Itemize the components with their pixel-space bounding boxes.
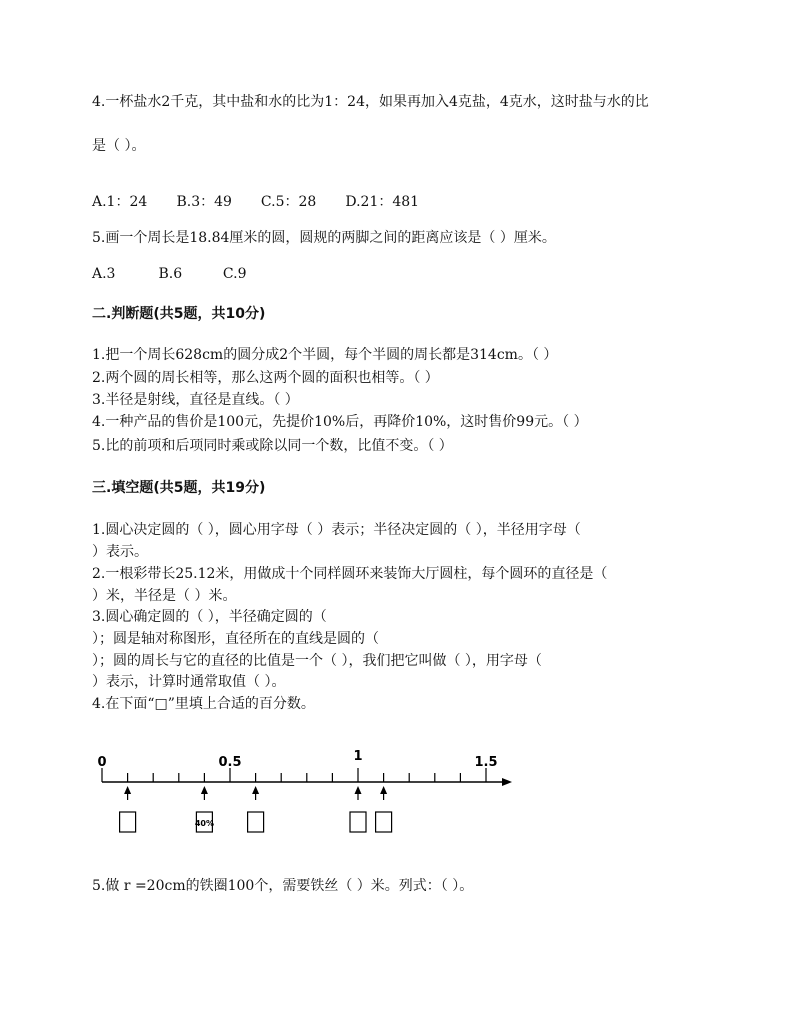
q5-option-c: C.9 — [222, 266, 247, 282]
section3-line: ）表示，计算时通常取值（ ）。 — [92, 674, 286, 690]
up-arrow-icon — [252, 786, 259, 794]
section2-title: 二.判断题(共5题，共10分) — [92, 306, 266, 322]
q5-option-b: B.6 — [158, 266, 183, 282]
section2-item: 5.比的前项和后项同时乘或除以同一个数，比值不变。（ ） — [92, 438, 453, 454]
section3-last: 5.做 r =20cm的铁圈100个，需要铁丝（ ）米。列式：（ ）。 — [92, 878, 474, 894]
q4-line2: 是（ ）。 — [92, 138, 146, 154]
section2-item: 1.把一个周长628cm的圆分成2个半圆，每个半圆的周长都是314cm。（ ） — [92, 347, 558, 363]
answer-box-text: 40% — [194, 819, 214, 828]
section2-item: 2.两个圆的周长相等，那么这两个圆的面积也相等。（ ） — [92, 370, 439, 386]
q4-line1: 4.一杯盐水2千克，其中盐和水的比为1：24，如果再加入4克盐，4克水，这时盐与水的比 — [92, 94, 649, 110]
q4-option-d: D.21：481 — [345, 194, 420, 210]
number-line-label: 1.5 — [474, 755, 498, 770]
up-arrow-icon — [124, 786, 131, 794]
q4-option-a: A.1：24 — [92, 194, 148, 210]
up-arrow-icon — [201, 786, 208, 794]
q4-option-c: C.5：28 — [260, 194, 317, 210]
answer-box — [350, 812, 366, 832]
up-arrow-icon — [380, 786, 387, 794]
section3-line: ）表示。 — [92, 544, 148, 560]
section3-line: 1.圆心决定圆的（ ），圆心用字母（ ）表示；半径决定圆的（ ），半径用字母（ — [92, 522, 581, 538]
section3-line: 3.圆心确定圆的（ ），半径确定圆的（ — [92, 609, 327, 625]
section3-line: ）；圆是轴对称图形，直径所在的直线是圆的（ — [92, 631, 379, 647]
up-arrow-icon — [355, 786, 362, 794]
number-line-label: 0 — [97, 755, 107, 770]
q4-option-b: B.3：49 — [176, 194, 232, 210]
section2-item: 3.半径是射线，直径是直线。（ ） — [92, 392, 299, 408]
arrow-right-icon — [502, 778, 512, 786]
section3-line: 4.在下面“□”里填上合适的百分数。 — [92, 696, 315, 712]
section3-line: ）米，半径是（ ）米。 — [92, 588, 237, 604]
section3-line: 2.一根彩带长25.12米，用做成十个同样圆环来装饰大厅圆柱，每个圆环的直径是（ — [92, 566, 608, 582]
q5-option-a: A.3 — [92, 266, 116, 282]
answer-box — [248, 812, 264, 832]
answer-box — [376, 812, 392, 832]
section2-item: 4.一种产品的售价是100元，先提价10%后，再降价10%，这时售价99元。（ ） — [92, 414, 588, 430]
section3-line: ）；圆的周长与它的直径的比值是一个（ ），我们把它叫做（ ），用字母（ — [92, 653, 542, 669]
number-line-label: 0.5 — [218, 755, 242, 770]
q5-text: 5.画一个周长是18.84厘米的圆，圆规的两脚之间的距离应该是（ ）厘米。 — [92, 230, 556, 246]
number-line-label: 1 — [353, 749, 363, 764]
answer-box — [120, 812, 136, 832]
section3-title: 三.填空题(共5题，共19分) — [92, 480, 266, 496]
